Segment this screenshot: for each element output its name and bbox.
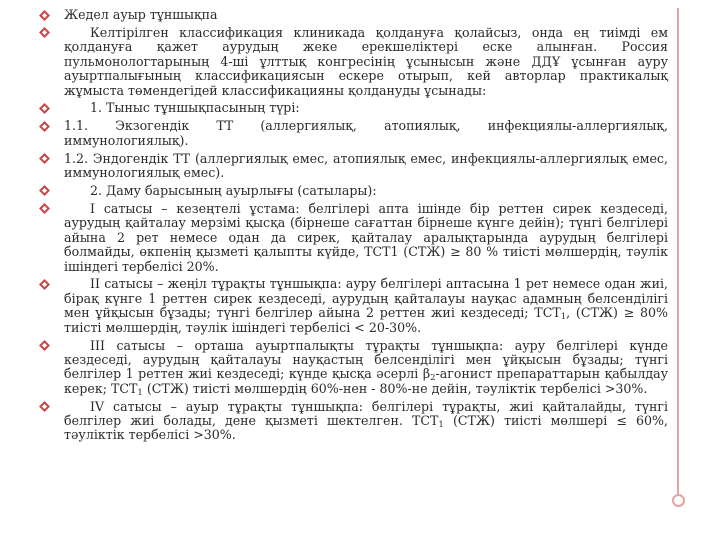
item-text: 2. Даму барысының ауырлығы (сатылары): xyxy=(90,182,377,198)
list-item xyxy=(38,400,668,443)
item-text: І сатысы – кезеңтелі ұстама: белгілері апта ішінде бір реттен сирек кездеседі, аурудың қайталау мерзімі қысқа (бірнеше сағаттан бірнеше күнге дейін); түнгі белгілері айына 2 рет немесе одан да сирек, қайталау аралықтарында аурудың белгілері болмайды, өкпенің қызметі қалыпты күйде, ТСТ1 (СТЖ) ≥ 80 % тиісті мөлшердің, тәулік ішіндегі тербелісі 20%. xyxy=(64,200,668,274)
subscript: 1 xyxy=(137,387,143,398)
subscript: 1 xyxy=(560,312,567,323)
list-item xyxy=(38,101,668,115)
list-item xyxy=(38,339,668,397)
item-text: 1.1. Экзогендік ТТ (аллергиялық, атопиялық, инфекциялы-аллергиялық, иммунологиялық). xyxy=(64,118,668,148)
item-text: -агонист препараттарын қабылдау керек; ТСТ xyxy=(64,366,668,396)
item-text: (СТЖ) тиісті мөлшері ≤ 60%, тәуліктік тербелісі >30%. xyxy=(64,413,668,443)
item-text: , (СТЖ) ≥ 80% тиісті мөлшердің, тәулік ішіндегі тербелісі < 20-30%. xyxy=(64,305,668,335)
diamond-bullet-icon xyxy=(38,27,50,39)
diamond-bullet-icon xyxy=(38,9,50,21)
item-text: (СТЖ) тиісті мөлшердің 60%-нен - 80%-не дейін, тәуліктік тербелісі >30%. xyxy=(142,380,648,396)
item-text: ІІ сатысы – жеңіл тұрақты тұншықпа: ауру белгілері аптасына 1 рет немесе одан жиі, бірақ күнге 1 реттен сирек кездеседі, аурудың қайталауы науқас адамның белсенділігі мен ұйқысын бұзады; түнгі белгілер айына 2 реттен жиі кездеседі; ТСТ xyxy=(64,276,668,321)
diamond-bullet-icon xyxy=(38,102,50,114)
item-text: Келтірілген классификация клиникада қолдануға қолайсыз, онда ең тиімді ем қолдануға қажет аурудың жеке ерекшеліктері еске алынған. Россия пульмонологтарының 4-ші ұлттық конгресінің ұсынысын және ДДҰ ұсынған ауру ауыртпалығының классификациясын ескере отырып, кей авторлар практикалық жұмыста төмендегідей классификацияны қолдануды ұсынады: xyxy=(64,24,668,98)
diamond-bullet-icon xyxy=(38,185,50,197)
item-text: IV сатысы – ауыр тұрақты тұншықпа: белгілері тұрақты, жиі қайталайды, түнгі белгілер жиі болады, дене қызметі шектелген. ТСТ xyxy=(64,398,668,429)
list-item xyxy=(38,26,668,98)
diamond-bullet-icon xyxy=(38,203,50,215)
frame-decoration-circle xyxy=(672,494,685,507)
subscript: 2 xyxy=(430,373,436,384)
diamond-bullet-icon xyxy=(38,401,50,413)
list-item xyxy=(38,119,668,148)
item-text: 1. Тыныс тұншықпасының түрі: xyxy=(90,100,300,116)
list-item xyxy=(38,8,668,22)
item-text: 1.2. Эндогендік ТТ (аллергиялық емес, атопиялық емес, инфекциялы-аллергиялық емес, иммунологиялық емес). xyxy=(64,150,668,181)
diamond-bullet-icon xyxy=(38,153,50,165)
list-item xyxy=(38,184,668,198)
list-item xyxy=(38,152,668,181)
item-text: Жедел ауыр тұншықпа xyxy=(64,7,218,22)
diamond-bullet-icon xyxy=(38,340,50,352)
item-text: ІІІ сатысы – орташа ауыртпалықты тұрақты тұншықпа: ауру белгілері күнде кездеседі, аурудың қайталауы науқастың белсенділігі мен ұйқысын бұзады; түнгі белгілер 1 реттен жиі кездеседі; күнде қысқа әсерлі β xyxy=(64,337,668,382)
bullet-list xyxy=(38,8,668,446)
list-item xyxy=(38,202,668,274)
frame-decoration-line xyxy=(677,8,679,494)
list-item xyxy=(38,277,668,335)
subscript: 1 xyxy=(438,420,444,431)
diamond-bullet-icon xyxy=(38,278,50,290)
diamond-bullet-icon xyxy=(38,120,50,132)
